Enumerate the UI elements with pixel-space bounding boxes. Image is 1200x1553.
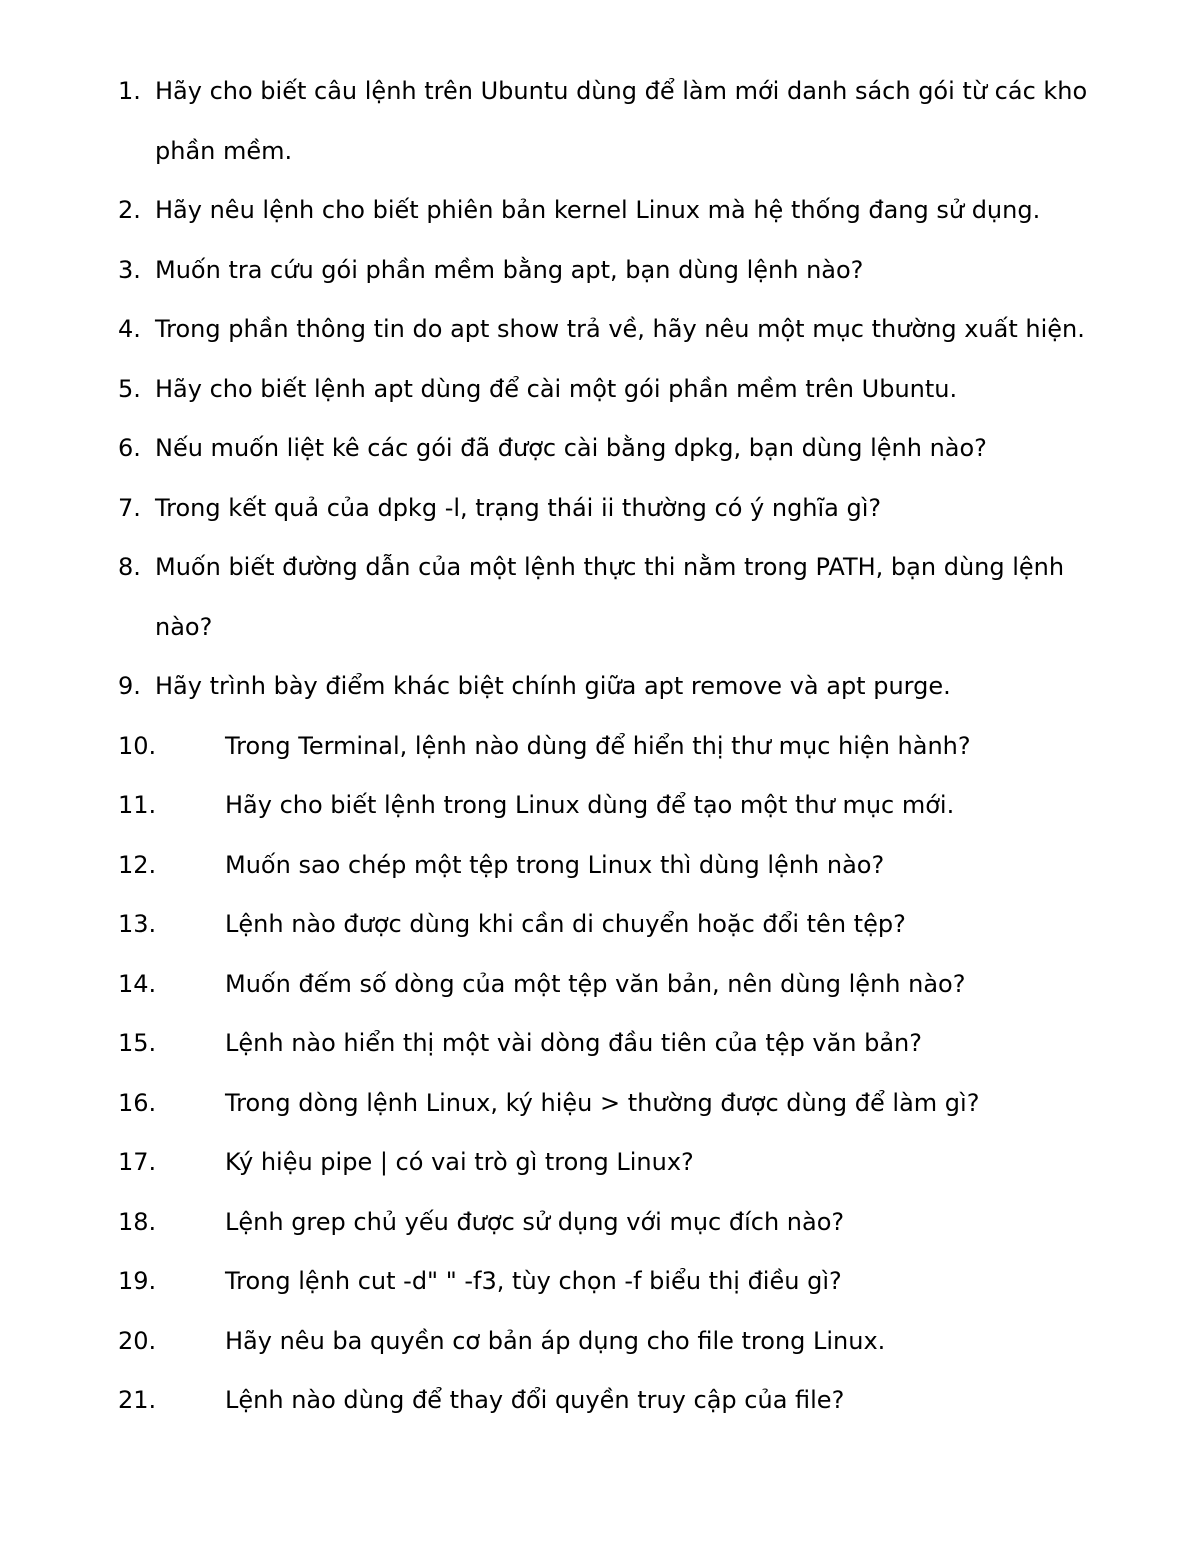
question-number: 2. <box>118 196 141 224</box>
question-text: Hãy cho biết lệnh apt dùng để cài một gói phần mềm trên Ubuntu. <box>155 374 958 403</box>
question-number: 9. <box>118 672 141 700</box>
question-item <box>118 895 1108 955</box>
question-number: 12. <box>118 850 157 879</box>
question-item <box>118 1074 1108 1134</box>
question-text: Muốn tra cứu gói phần mềm bằng apt, bạn dùng lệnh nào? <box>155 255 864 284</box>
question-number: 14. <box>118 969 157 998</box>
question-text: Nếu muốn liệt kê các gói đã được cài bằng dpkg, bạn dùng lệnh nào? <box>155 434 987 462</box>
question-text: Hãy cho biết câu lệnh trên Ubuntu dùng để làm mới danh sách gói từ các kho phần mềm. <box>155 77 1088 165</box>
question-item <box>118 1252 1108 1312</box>
question-number: 18. <box>118 1207 157 1236</box>
question-text: Trong dòng lệnh Linux, ký hiệu > thường được dùng để làm gì? <box>225 1088 980 1117</box>
question-number: 17. <box>118 1148 157 1176</box>
question-list <box>118 62 1108 1431</box>
question-item <box>118 657 1108 717</box>
question-item <box>118 419 1108 479</box>
question-item <box>118 1014 1108 1074</box>
question-item <box>118 836 1108 896</box>
question-text: Lệnh nào dùng để thay đổi quyền truy cập của file? <box>225 1386 845 1414</box>
question-text: Trong lệnh cut -d" " -f3, tùy chọn -f biểu thị điều gì? <box>225 1267 842 1295</box>
question-text: Hãy cho biết lệnh trong Linux dùng để tạo một thư mục mới. <box>225 791 955 819</box>
question-item <box>118 1312 1108 1372</box>
question-item <box>118 181 1108 241</box>
question-item <box>118 479 1108 539</box>
question-text: Hãy trình bày điểm khác biệt chính giữa apt remove và apt purge. <box>155 672 951 700</box>
question-text: Hãy nêu ba quyền cơ bản áp dụng cho file trong Linux. <box>225 1326 886 1355</box>
question-number: 1. <box>118 77 141 105</box>
question-text: Muốn đếm số dòng của một tệp văn bản, nên dùng lệnh nào? <box>225 969 966 998</box>
question-item <box>118 776 1108 836</box>
question-number: 6. <box>118 434 141 462</box>
question-item <box>118 300 1108 360</box>
question-number: 4. <box>118 315 141 343</box>
question-text: Trong Terminal, lệnh nào dùng để hiển thị thư mục hiện hành? <box>225 731 971 760</box>
question-text: Muốn sao chép một tệp trong Linux thì dùng lệnh nào? <box>225 850 885 879</box>
question-text: Muốn biết đường dẫn của một lệnh thực thi nằm trong PATH, bạn dùng lệnh nào? <box>155 553 1065 641</box>
question-number: 5. <box>118 374 141 403</box>
question-item <box>118 1193 1108 1253</box>
question-text: Trong phần thông tin do apt show trả về, hãy nêu một mục thường xuất hiện. <box>155 315 1085 343</box>
question-number: 20. <box>118 1326 157 1355</box>
question-item <box>118 717 1108 777</box>
question-item <box>118 360 1108 420</box>
question-text: Hãy nêu lệnh cho biết phiên bản kernel Linux mà hệ thống đang sử dụng. <box>155 196 1041 224</box>
question-item <box>118 1371 1108 1431</box>
question-number: 13. <box>118 910 157 938</box>
question-number: 21. <box>118 1386 157 1414</box>
question-item <box>118 1133 1108 1193</box>
question-item <box>118 955 1108 1015</box>
question-number: 15. <box>118 1029 157 1057</box>
question-number: 8. <box>118 553 141 581</box>
question-text: Lệnh nào hiển thị một vài dòng đầu tiên của tệp văn bản? <box>225 1029 923 1057</box>
question-text: Ký hiệu pipe | có vai trò gì trong Linux? <box>225 1148 694 1176</box>
question-text: Lệnh grep chủ yếu được sử dụng với mục đích nào? <box>225 1207 845 1236</box>
question-text: Trong kết quả của dpkg -l, trạng thái ii thường có ý nghĩa gì? <box>155 493 882 522</box>
question-number: 10. <box>118 731 157 760</box>
question-item <box>118 241 1108 301</box>
question-number: 3. <box>118 255 141 284</box>
question-item <box>118 538 1108 657</box>
question-number: 19. <box>118 1267 157 1295</box>
question-item <box>118 62 1108 181</box>
question-number: 7. <box>118 493 141 522</box>
question-number: 16. <box>118 1088 157 1117</box>
question-text: Lệnh nào được dùng khi cần di chuyển hoặc đổi tên tệp? <box>225 910 906 938</box>
question-number: 11. <box>118 791 157 819</box>
